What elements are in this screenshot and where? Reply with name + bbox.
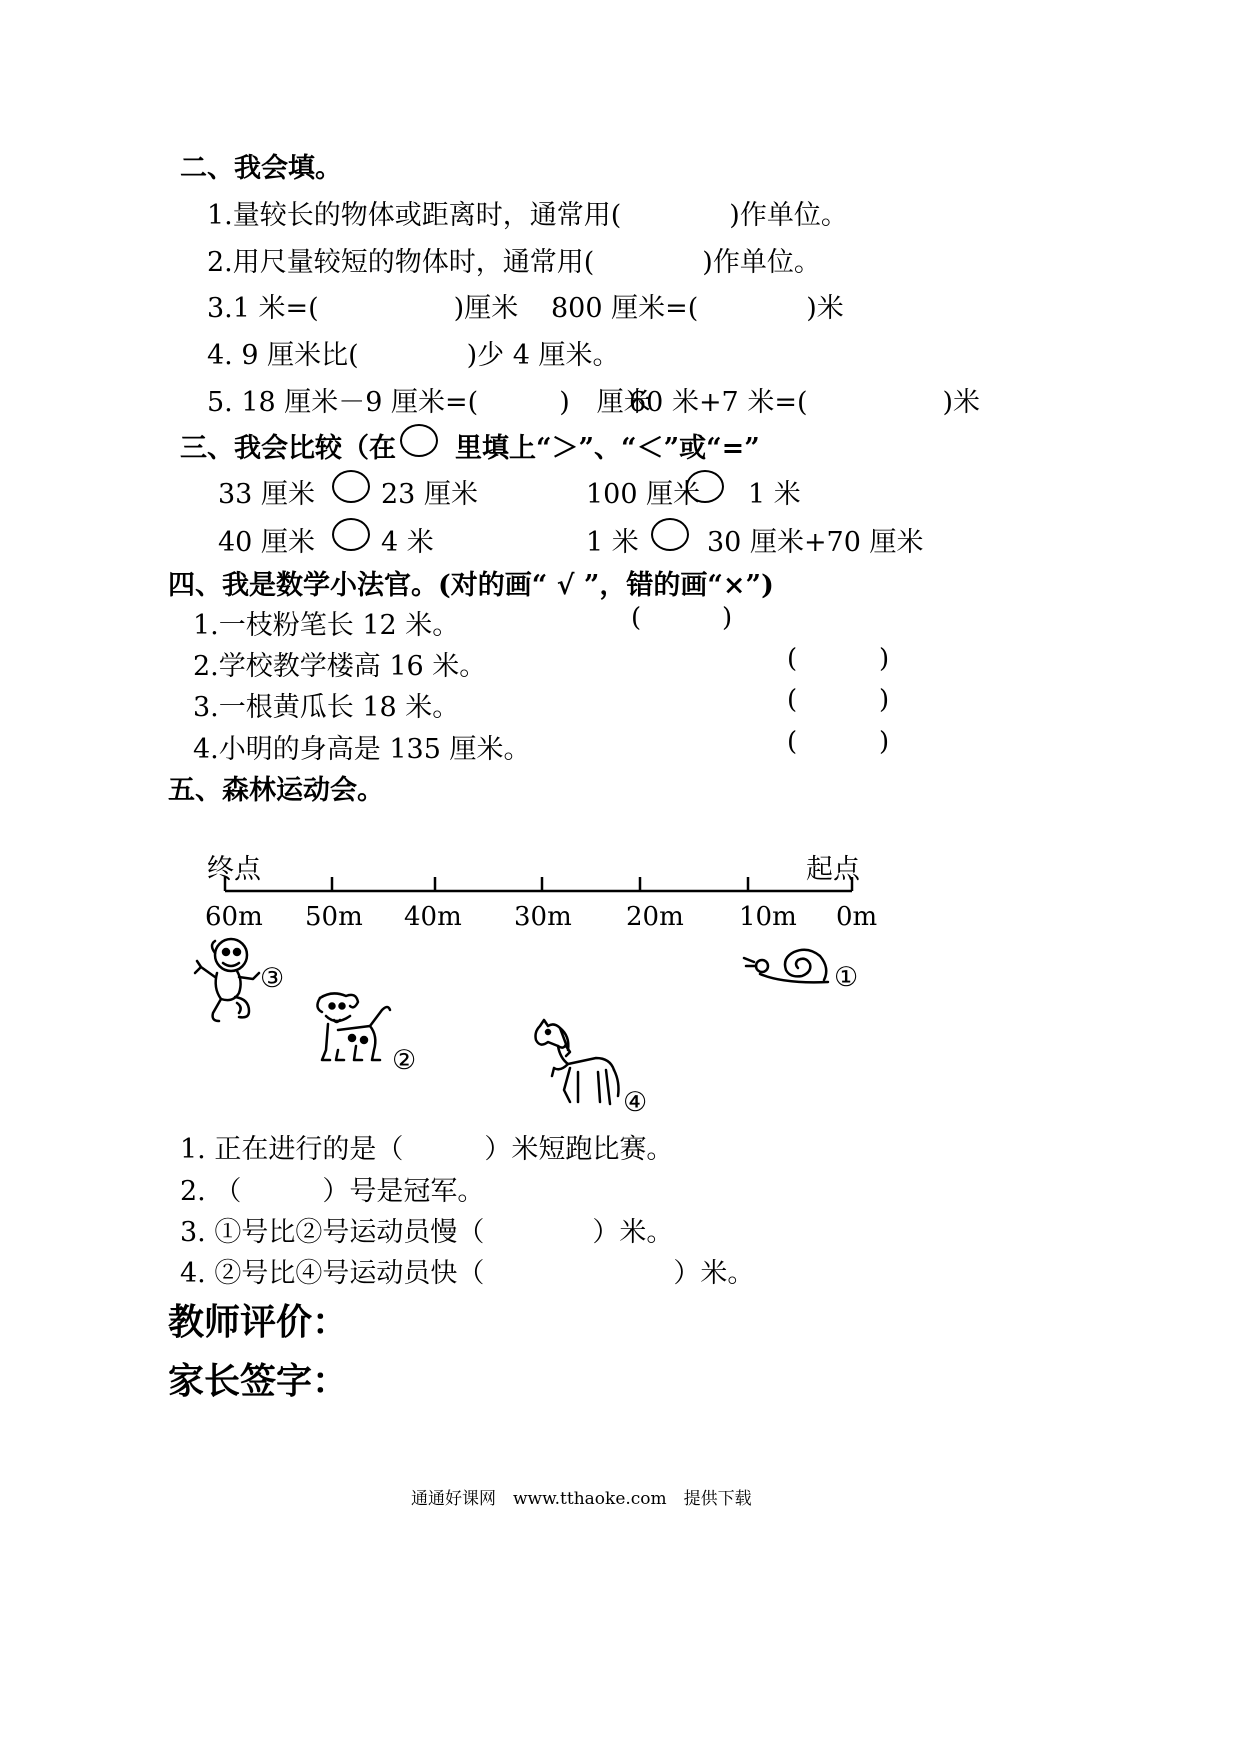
- question-2-5b: 60 米+7 米=( )米: [629, 387, 981, 418]
- race-question-2: 2. （ ）号是冠军。: [180, 1176, 485, 1207]
- tick-label-50m: 50m: [305, 902, 363, 932]
- race-question-4: 4. ②号比④号运动员快（ ）米。: [180, 1258, 755, 1289]
- tick-label-10m: 10m: [739, 902, 797, 932]
- judge-3-left-paren: (: [787, 685, 798, 715]
- tick-label-20m: 20m: [626, 902, 684, 932]
- compare-1-right: 23 厘米: [381, 479, 478, 510]
- compare-2-left: 100 厘米: [586, 479, 701, 510]
- judge-item-3: 3.一根黄瓜长 18 米。: [193, 692, 460, 723]
- runner-mark-2: ②: [392, 1045, 417, 1076]
- judge-3-right-paren: ): [879, 685, 890, 715]
- compare-1-left: 33 厘米: [218, 479, 315, 510]
- question-2-5a: 5. 18 厘米－9 厘米=( ) 厘米: [207, 387, 651, 418]
- compare-3-right: 4 米: [381, 527, 434, 558]
- tick-label-60m: 60m: [205, 902, 263, 932]
- section2-title: 二、我会填。: [180, 153, 342, 184]
- runner-mark-3: ③: [260, 963, 285, 994]
- dog-icon: [312, 988, 392, 1068]
- snail-icon: [740, 948, 832, 990]
- runner-mark-4: ④: [623, 1087, 648, 1118]
- question-2-3a: 3.1 米=( )厘米: [207, 293, 519, 324]
- parent-signature: 家长签字：: [168, 1360, 349, 1402]
- judge-4-left-paren: (: [787, 727, 798, 757]
- finish-label: 终点: [207, 854, 261, 885]
- compare-4-right: 30 厘米+70 厘米: [707, 527, 924, 558]
- judge-2-right-paren: ): [879, 644, 890, 674]
- race-question-1: 1. 正在进行的是（ ）米短跑比赛。: [180, 1134, 674, 1165]
- question-2-3b: 800 厘米=( )米: [551, 293, 844, 324]
- section5-title: 五、森林运动会。: [168, 775, 384, 806]
- question-2-1: 1.量较长的物体或距离时，通常用( )作单位。: [207, 200, 848, 231]
- horse-icon: [530, 1016, 625, 1111]
- tick-label-40m: 40m: [404, 902, 462, 932]
- footer-text: 通通好课网 www.tthaoke.com 提供下载: [411, 1489, 752, 1509]
- judge-1-left-paren: (: [631, 603, 642, 633]
- judge-1-right-paren: ): [722, 603, 733, 633]
- tick-label-30m: 30m: [514, 902, 572, 932]
- judge-4-right-paren: ): [879, 727, 890, 757]
- tick-label-0m: 0m: [836, 902, 878, 932]
- question-2-2: 2.用尺量较短的物体时，通常用( )作单位。: [207, 247, 821, 278]
- question-2-4: 4. 9 厘米比( )少 4 厘米。: [207, 340, 620, 371]
- section4-title: 四、我是数学小法官。(对的画“ √ ”，错的画“×”): [168, 570, 774, 601]
- judge-item-4: 4.小明的身高是 135 厘米。: [193, 734, 531, 765]
- section3-title-prefix: 三、我会比较（在: [180, 433, 396, 464]
- compare-4-left: 1 米: [586, 527, 639, 558]
- judge-item-2: 2.学校教学楼高 16 米。: [193, 651, 487, 682]
- judge-2-left-paren: (: [787, 644, 798, 674]
- compare-3-left: 40 厘米: [218, 527, 315, 558]
- judge-item-1: 1.一枝粉笔长 12 米。: [193, 610, 460, 641]
- compare-2-right: 1 米: [748, 479, 801, 510]
- teacher-evaluation: 教师评价：: [168, 1301, 349, 1343]
- monkey-icon: [193, 933, 263, 1028]
- start-label: 起点: [806, 854, 860, 885]
- runner-mark-1: ①: [834, 962, 859, 993]
- section3-title-suffix: 里填上“＞”、“＜”或“=”: [455, 433, 760, 464]
- race-question-3: 3. ①号比②号运动员慢（ ）米。: [180, 1217, 674, 1248]
